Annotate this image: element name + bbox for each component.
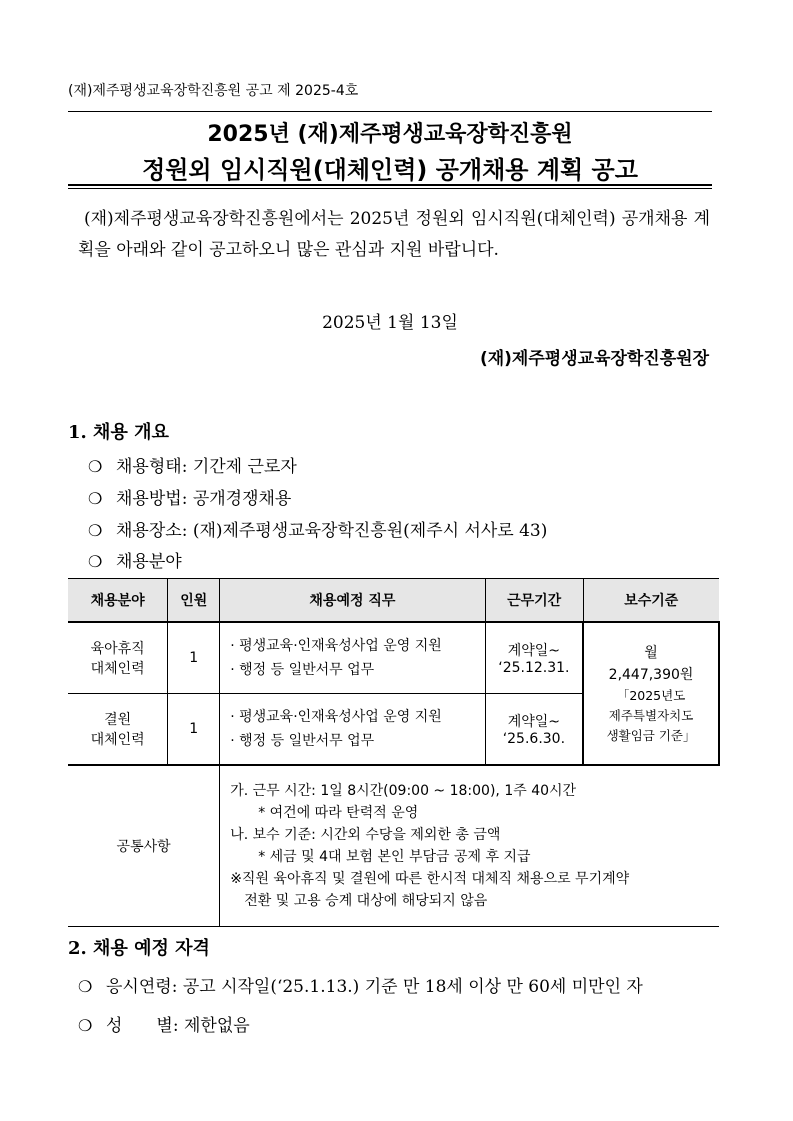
field-cell: 결원 대체인력 <box>68 694 168 766</box>
intro-paragraph: (재)제주평생교육장학진흥원에서는 2025년 정원외 임시직원(대체인력) 공개채용 계획을 아래와 같이 공고하오니 많은 관심과 지원 바랍니다. <box>78 209 710 260</box>
duty-cell: · 평생교육·인재육성사업 운영 지원 · 행정 등 일반서무 업무 <box>220 694 485 766</box>
count-cell: 1 <box>168 622 220 694</box>
list-item: ❍ 채용분야 <box>88 552 182 572</box>
circle-bullet-icon: ❍ <box>88 521 103 540</box>
duty-cell: · 평생교육·인재육성사업 운영 지원 · 행정 등 일반서무 업무 <box>220 622 485 694</box>
list-item: ❍ 채용장소: (재)제주평생교육장학진흥원(제주시 서사로 43) <box>88 521 548 541</box>
title-rule-bottom <box>68 184 712 186</box>
list-item: ❍ 채용형태: 기간제 근로자 <box>88 457 297 477</box>
common-content-cell: 가. 근무 시간: 1일 8시간(09:00 ~ 18:00), 1주 40시간 * 여건에 따라 탄력적 운영 나. 보수 기준: 시간외 수당을 제외한 총 금액 * 세금 및 4대 보험 본인 부담금 공제 후 지급 ※직원 육아휴직 및 결원에 따른 한시적 대체직 채용으로 무기계약 전환 및 고용 승계 대상에 해당되지 않음 <box>220 765 719 927</box>
list-item: ❍ 채용방법: 공개경쟁채용 <box>88 489 292 509</box>
header-period: 근무기간 <box>485 579 583 623</box>
common-label-cell: 공통사항 <box>68 765 220 927</box>
title-rule-bottom-thin <box>68 188 712 189</box>
pay-cell: 월 2,447,390원 「2025년도 제주특별자치도 생활임금 기준」 <box>583 622 719 765</box>
circle-bullet-icon: ❍ <box>78 977 93 996</box>
circle-bullet-icon: ❍ <box>88 489 103 508</box>
table-header-row <box>68 579 719 623</box>
period-cell: 계약일~ ‘25.12.31. <box>485 622 583 694</box>
list-item: ❍ 성 별: 제한없음 <box>78 1016 250 1036</box>
issuer-name: (재)제주평생교육장학진흥원장 <box>479 349 709 369</box>
section-2-heading: 2. 채용 예정 자격 <box>68 938 210 959</box>
notice-number: (재)제주평생교육장학진흥원 공고 제 2025-4호 <box>68 83 359 99</box>
period-cell: 계약일~ ‘25.6.30. <box>485 694 583 766</box>
recruitment-table <box>68 578 720 927</box>
field-cell: 육아휴직 대체인력 <box>68 622 168 694</box>
count-cell: 1 <box>168 694 220 766</box>
circle-bullet-icon: ❍ <box>88 457 103 476</box>
circle-bullet-icon: ❍ <box>78 1016 93 1035</box>
table-row-common <box>68 765 719 927</box>
header-field: 채용분야 <box>68 579 168 623</box>
section-1-heading: 1. 채용 개요 <box>68 422 169 443</box>
notice-date: 2025년 1월 13일 <box>322 313 458 333</box>
title-rule-top <box>68 111 712 112</box>
header-duty: 채용예정 직무 <box>220 579 485 623</box>
header-pay: 보수기준 <box>583 579 719 623</box>
table-row <box>68 622 719 694</box>
title-line-1: 2025년 (재)제주평생교육장학진흥원 <box>207 122 573 147</box>
title-line-2: 정원외 임시직원(대체인력) 공개채용 계획 공고 <box>142 156 638 184</box>
list-item: ❍ 응시연령: 공고 시작일(‘25.1.13.) 기준 만 18세 이상 만 60세 미만인 자 <box>78 977 643 997</box>
header-count: 인원 <box>168 579 220 623</box>
circle-bullet-icon: ❍ <box>88 552 103 571</box>
